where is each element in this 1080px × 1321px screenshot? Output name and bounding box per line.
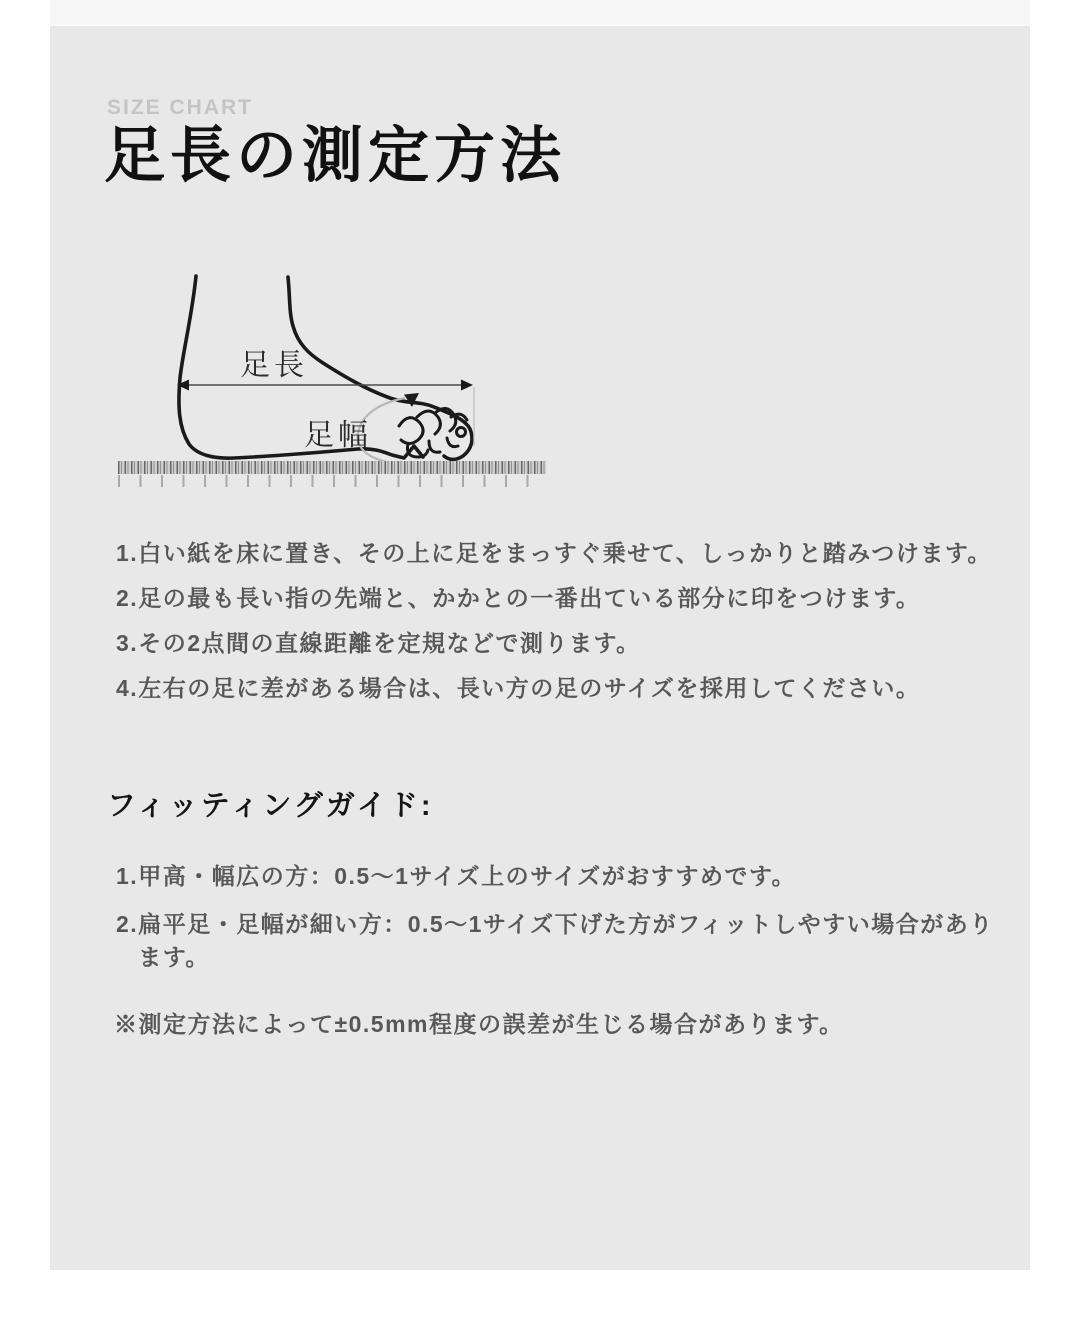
- measurement-step: [116, 576, 1016, 621]
- step-text: 左右の足に差がある場合は、長い方の足のサイズを採用してください。: [138, 675, 921, 701]
- step-text: 足の最も長い指の先端と、かかとの一番出ている部分に印をつけます。: [138, 585, 921, 611]
- measurement-steps: [116, 531, 1016, 711]
- fitting-guide-heading: フィッティングガイド:: [107, 790, 434, 822]
- foot-length-label: 足長: [240, 349, 308, 382]
- measurement-step: [116, 621, 1016, 666]
- item-number: 2.: [116, 911, 139, 937]
- size-chart-card: [50, 26, 1030, 1270]
- fitting-guide-item: [116, 860, 1036, 893]
- measurement-step: [116, 531, 1016, 576]
- item-text: 甲高・幅広の方：0.5～1サイズ上のサイズがおすすめです。: [138, 863, 797, 889]
- step-number: 3.: [116, 630, 139, 656]
- ruler-ticks: [118, 475, 546, 487]
- item-text: 扁平足・足幅が細い方：0.5～1サイズ下げた方がフィットしやすい場合があります。: [138, 911, 994, 970]
- tolerance-note: ※測定方法によって±0.5mm程度の誤差が生じる場合があります。: [114, 1011, 844, 1037]
- step-number: 2.: [116, 585, 139, 611]
- step-number: 4.: [116, 675, 139, 701]
- foot-width-label: 足幅: [304, 419, 372, 452]
- page-title: 足長の測定方法: [104, 121, 567, 189]
- ruler-graphic: [118, 461, 546, 487]
- foot-length-arrow: [177, 380, 473, 391]
- fitting-guide-item: [116, 908, 1036, 974]
- ruler-band: [118, 461, 546, 474]
- step-text: 白い紙を床に置き、その上に足をまっすぐ乗せて、しっかりと踏みつけます。: [138, 540, 993, 566]
- item-number: 1.: [116, 863, 139, 889]
- foot-measurement-diagram: [116, 266, 552, 496]
- section-eyebrow: SIZE CHART: [107, 96, 253, 119]
- step-text: その2点間の直線距離を定規などで測ります。: [138, 630, 641, 656]
- fitting-guide-items: [116, 860, 1036, 989]
- measurement-step: [116, 666, 1016, 711]
- size-chart-section: [50, 0, 1030, 1270]
- step-number: 1.: [116, 540, 139, 566]
- previous-section-edge: [50, 0, 1030, 26]
